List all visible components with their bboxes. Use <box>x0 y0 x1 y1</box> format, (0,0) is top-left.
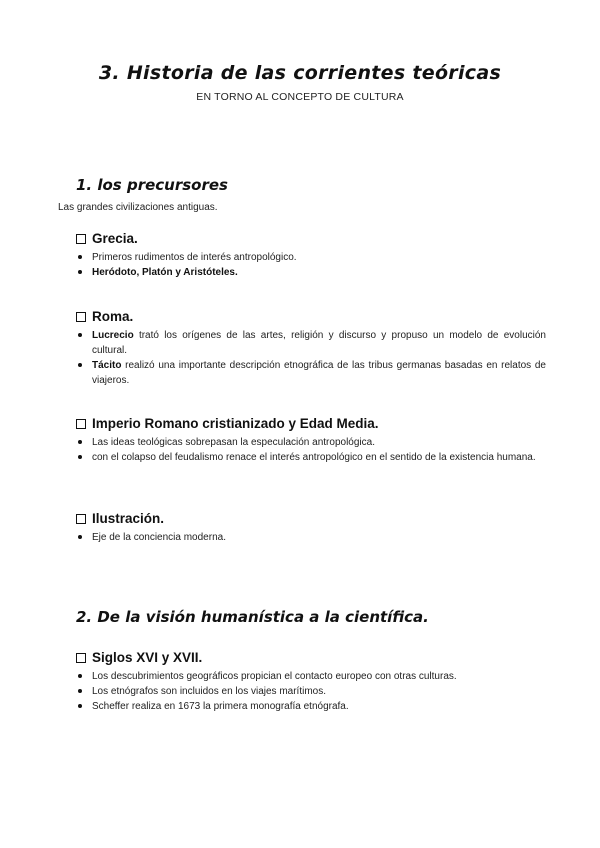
topic-ilustracion <box>76 511 546 545</box>
document-subtitle: EN TORNO AL CONCEPTO DE CULTURA <box>196 91 404 103</box>
topic-siglos <box>76 650 546 714</box>
list-item: Los etnógrafos son incluidos en los viajes marítimos. <box>76 684 546 699</box>
bullet-list <box>76 328 546 388</box>
topic-title: Imperio Romano cristianizado y Edad Media. <box>92 416 379 431</box>
checkbox-icon <box>76 312 86 322</box>
list-item: Los descubrimientos geográficos propician el contacto europeo con otras culturas. <box>76 669 546 684</box>
topic-title: Roma. <box>92 309 134 324</box>
section-heading-vision: 2. De la visión humanística a la científica. <box>76 608 429 626</box>
topic-heading <box>76 231 546 246</box>
section-intro: Las grandes civilizaciones antiguas. <box>58 202 218 213</box>
list-item: Lucrecio trató los orígenes de las artes, religión y discurso y propuso un modelo de evolución cultural. <box>76 328 546 358</box>
list-item: Scheffer realiza en 1673 la primera monografía etnógrafa. <box>76 699 546 714</box>
list-item: con el colapso del feudalismo renace el interés antropológico en el sentido de la existencia humana. <box>76 450 546 465</box>
document-title: 3. Historia de las corrientes teóricas <box>98 62 502 84</box>
list-item: Tácito realizó una importante descripción etnográfica de las tribus germanas basadas en relatos de viajeros. <box>76 358 546 388</box>
checkbox-icon <box>76 234 86 244</box>
section-heading-precursores: 1. los precursores <box>76 176 228 194</box>
topic-title: Ilustración. <box>92 511 165 526</box>
checkbox-icon <box>76 514 86 524</box>
bullet-list <box>76 669 546 714</box>
topic-title: Siglos XVI y XVII. <box>92 650 203 665</box>
topic-heading <box>76 650 546 665</box>
bullet-list <box>76 250 546 280</box>
topic-grecia <box>76 231 546 280</box>
checkbox-icon <box>76 653 86 663</box>
list-item: Primeros rudimentos de interés antropológico. <box>76 250 546 265</box>
topic-heading <box>76 511 546 526</box>
topic-roma <box>76 309 546 388</box>
list-item: Heródoto, Platón y Aristóteles. <box>76 265 546 280</box>
topic-title: Grecia. <box>92 231 138 246</box>
bullet-list <box>76 435 546 465</box>
list-item: Las ideas teológicas sobrepasan la especulación antropológica. <box>76 435 546 450</box>
bullet-list <box>76 530 546 545</box>
checkbox-icon <box>76 419 86 429</box>
list-item: Eje de la conciencia moderna. <box>76 530 546 545</box>
topic-heading <box>76 416 546 431</box>
topic-imperio-romano <box>76 416 546 465</box>
topic-heading <box>76 309 546 324</box>
